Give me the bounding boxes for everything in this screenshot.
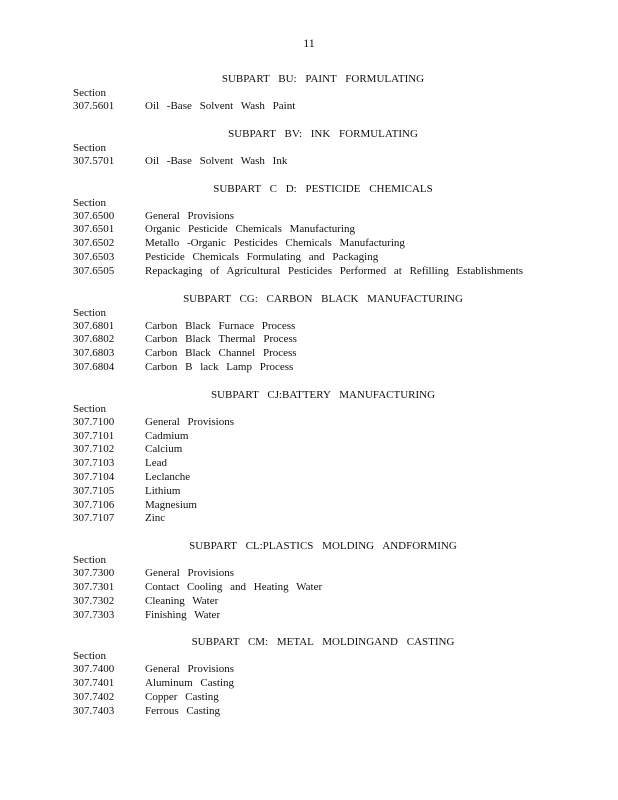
section-row [73, 512, 593, 526]
section-row [73, 265, 593, 279]
section-row [73, 691, 593, 705]
section-row [73, 499, 593, 513]
section-number: 307.7403 [73, 704, 115, 717]
subpart-heading: SUBPART CG: CARBON BLACK MANUFACTURING [183, 292, 463, 305]
section-number: 307.7302 [73, 594, 115, 607]
section-number: 307.7105 [73, 484, 115, 497]
section-number: 307.7106 [73, 498, 115, 511]
subpart-block [73, 182, 593, 279]
page-number: 11 [303, 36, 315, 50]
section-row [73, 100, 593, 114]
subpart-heading: SUBPART BU: PAINT FORMULATING [221, 73, 425, 85]
section-row [73, 237, 593, 251]
section-row [73, 251, 593, 265]
section-title: Lithium [145, 484, 181, 497]
subpart-block [73, 388, 593, 526]
section-number: 307.6804 [73, 360, 115, 373]
section-title: Ferrous Casting [145, 704, 220, 717]
section-title: Carbon Black Thermal Process [145, 333, 297, 346]
section-row [73, 416, 593, 430]
section-column-header: Section [73, 87, 106, 99]
section-row [73, 609, 593, 623]
section-column-header: Section [73, 196, 106, 209]
section-number: 307.6801 [73, 319, 115, 332]
section-number: 307.6501 [73, 223, 115, 236]
section-title: Leclanche [145, 470, 191, 483]
section-number: 307.6802 [73, 333, 115, 346]
section-title: Copper Casting [145, 690, 219, 703]
subpart-heading: SUBPART CL:PLASTICS MOLDING ANDFORMING [189, 540, 457, 553]
section-number: 307.7101 [73, 429, 115, 442]
section-title: Lead [145, 457, 167, 470]
subpart-block [73, 72, 593, 114]
section-column-header: Section [73, 554, 106, 567]
section-number: 307.7400 [73, 663, 115, 676]
document-body [73, 72, 593, 732]
section-number: 307.7107 [73, 512, 115, 525]
section-title: Carbon Black Furnace Process [145, 319, 296, 332]
subpart-heading: SUBPART CJ:BATTERY MANUFACTURING [210, 388, 436, 401]
section-title: Calcium [145, 443, 183, 456]
section-row [73, 567, 593, 581]
section-number: 307.7402 [73, 690, 115, 703]
section-row [73, 333, 593, 347]
section-title: General Provisions [145, 209, 235, 222]
section-title: Oil -Base Solvent Wash Paint [145, 100, 296, 112]
section-title: Oil -Base Solvent Wash Ink [145, 154, 288, 167]
section-row [73, 485, 593, 499]
section-title: General Provisions [145, 567, 235, 580]
section-title: Contact Cooling and Heating Water [145, 580, 323, 593]
section-title: Repackaging of Agricultural Pesticides Performed at Refilling Establishments [145, 264, 524, 277]
section-number: 307.7300 [73, 567, 115, 580]
section-title: Cleaning Water [145, 594, 219, 607]
section-column-header: Section [73, 306, 106, 319]
section-number: 307.6502 [73, 237, 115, 250]
subpart-heading: SUBPART CM: METAL MOLDINGAND CASTING [191, 636, 455, 649]
section-column-header: Section [73, 650, 106, 663]
section-title: Carbon Black Channel Process [145, 347, 297, 360]
section-row [73, 347, 593, 361]
section-row [73, 457, 593, 471]
section-number: 307.6500 [73, 209, 115, 222]
section-number: 307.7301 [73, 580, 115, 593]
subpart-block [73, 127, 593, 169]
section-title: Carbon B lack Lamp Process [145, 360, 294, 373]
section-row [73, 430, 593, 444]
section-title: Zinc [145, 512, 166, 525]
section-title: Cadmium [145, 429, 189, 442]
section-row [73, 595, 593, 609]
section-title: General Provisions [145, 415, 235, 428]
section-row [73, 663, 593, 677]
subpart-block [73, 292, 593, 375]
section-column-header: Section [73, 402, 106, 415]
section-number: 307.6503 [73, 250, 115, 263]
section-title: Metallo -Organic Pesticides Chemicals Manufacturing [145, 237, 405, 250]
section-row [73, 471, 593, 485]
section-row [73, 155, 593, 169]
subpart-block [73, 635, 593, 718]
section-number: 307.7100 [73, 415, 115, 428]
section-row [73, 705, 593, 719]
section-title: Magnesium [145, 498, 197, 511]
section-number: 307.7401 [73, 677, 115, 690]
section-number: 307.7103 [73, 457, 115, 470]
section-column-header: Section [73, 141, 106, 154]
section-row [73, 443, 593, 457]
section-title: Pesticide Chemicals Formulating and Packaging [145, 250, 379, 263]
section-row [73, 361, 593, 375]
section-row [73, 210, 593, 224]
section-row [73, 677, 593, 691]
subpart-heading: SUBPART C D: PESTICIDE CHEMICALS [213, 182, 433, 195]
section-title: Organic Pesticide Chemicals Manufacturing [145, 223, 355, 236]
section-number: 307.7102 [73, 443, 115, 456]
section-title: Finishing Water [145, 608, 221, 621]
section-title: General Provisions [145, 663, 235, 676]
section-number: 307.6803 [73, 347, 115, 360]
section-number: 307.5601 [73, 100, 115, 112]
section-number: 307.7303 [73, 608, 115, 621]
section-title: Aluminum Casting [145, 677, 235, 690]
section-row [73, 581, 593, 595]
section-row [73, 223, 593, 237]
subpart-heading: SUBPART BV: INK FORMULATING [228, 127, 418, 140]
section-row [73, 320, 593, 334]
section-number: 307.6505 [73, 264, 115, 277]
section-number: 307.7104 [73, 470, 115, 483]
subpart-block [73, 539, 593, 622]
section-number: 307.5701 [73, 154, 115, 167]
